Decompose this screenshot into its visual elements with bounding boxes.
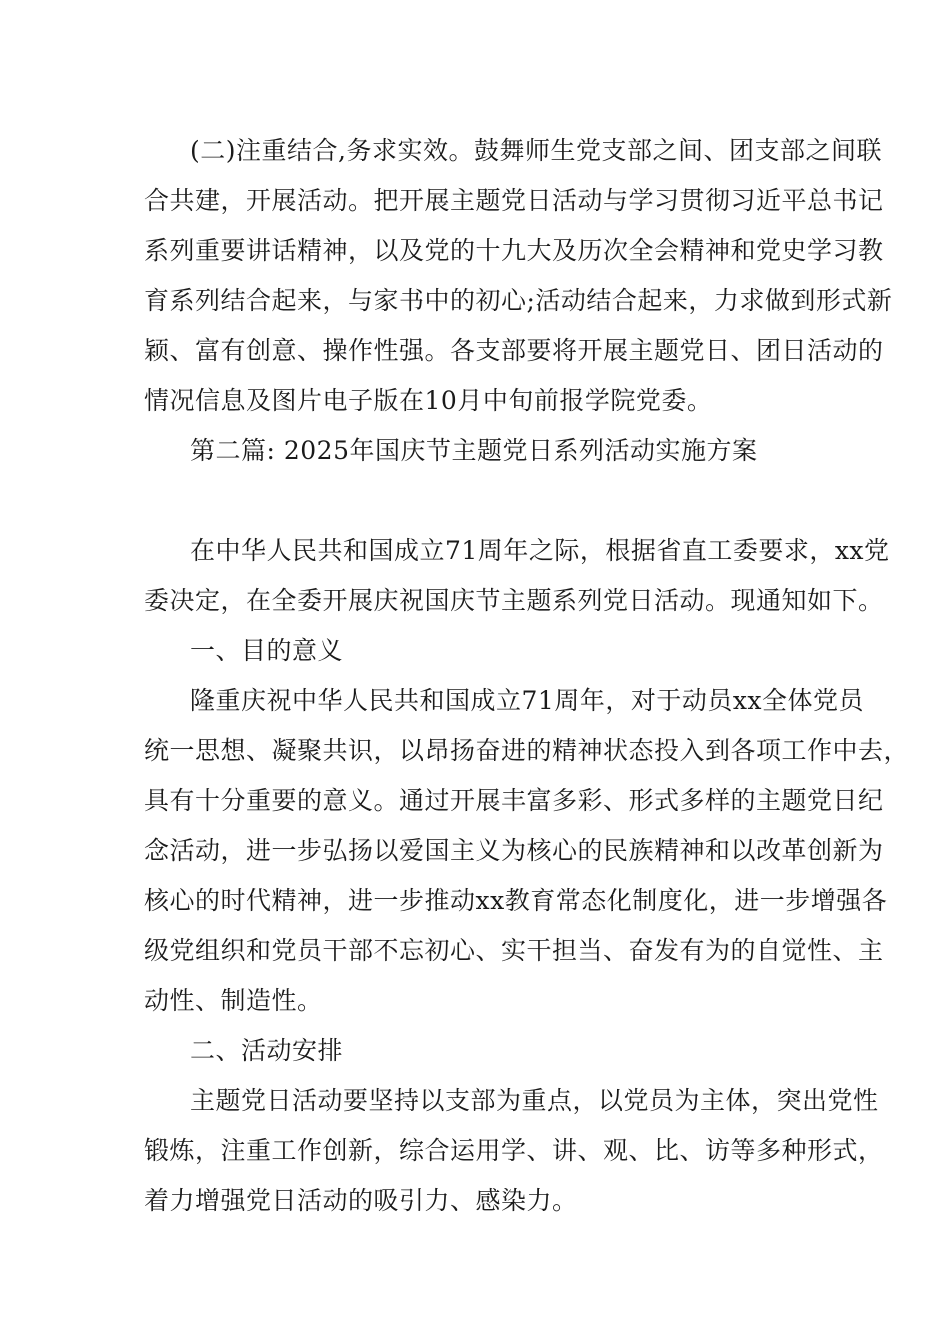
paragraph-line: 颖、富有创意、操作性强。各支部要将开展主题党日、团日活动的 xyxy=(144,336,884,365)
paragraph-line: 核心的时代精神，进一步推动xx教育常态化制度化，进一步增强各 xyxy=(144,886,888,915)
paragraph-line: 委决定，在全委开展庆祝国庆节主题系列党日活动。现通知如下。 xyxy=(144,586,884,615)
section-title: 第二篇: 2025年国庆节主题党日系列活动实施方案 xyxy=(190,436,758,465)
paragraph-line: 育系列结合起来，与家书中的初心;活动结合起来，力求做到形式新 xyxy=(144,286,893,315)
paragraph-line: 锻炼，注重工作创新，综合运用学、讲、观、比、访等多种形式， xyxy=(144,1136,884,1165)
section-heading: 二、活动安排 xyxy=(190,1036,344,1065)
section-heading: 一、目的意义 xyxy=(190,636,344,665)
paragraph-line: 主题党日活动要坚持以支部为重点，以党员为主体，突出党性 xyxy=(190,1086,879,1115)
paragraph-line: 在中华人民共和国成立71周年之际，根据省直工委要求，xx党 xyxy=(190,536,890,565)
paragraph-line: 念活动，进一步弘扬以爱国主义为核心的民族精神和以改革创新为 xyxy=(144,836,884,865)
paragraph-line: 统一思想、凝聚共识，以昂扬奋进的精神状态投入到各项工作中去， xyxy=(144,736,910,765)
paragraph-line: 情况信息及图片电子版在10月中旬前报学院党委。 xyxy=(144,386,713,415)
paragraph-line: 级党组织和党员干部不忘初心、实干担当、奋发有为的自觉性、主 xyxy=(144,936,884,965)
paragraph-line: 具有十分重要的意义。通过开展丰富多彩、形式多样的主题党日纪 xyxy=(144,786,884,815)
paragraph-line: 系列重要讲话精神，以及党的十九大及历次全会精神和党史学习教 xyxy=(144,236,884,265)
paragraph-line: 隆重庆祝中华人民共和国成立71周年，对于动员xx全体党员 xyxy=(190,686,865,715)
paragraph-line: (二)注重结合,务求实效。鼓舞师生党支部之间、团支部之间联 xyxy=(190,136,882,165)
paragraph-line: 合共建，开展活动。把开展主题党日活动与学习贯彻习近平总书记 xyxy=(144,186,884,215)
paragraph-line: 动性、制造性。 xyxy=(144,986,323,1015)
paragraph-line: 着力增强党日活动的吸引力、感染力。 xyxy=(144,1186,578,1215)
